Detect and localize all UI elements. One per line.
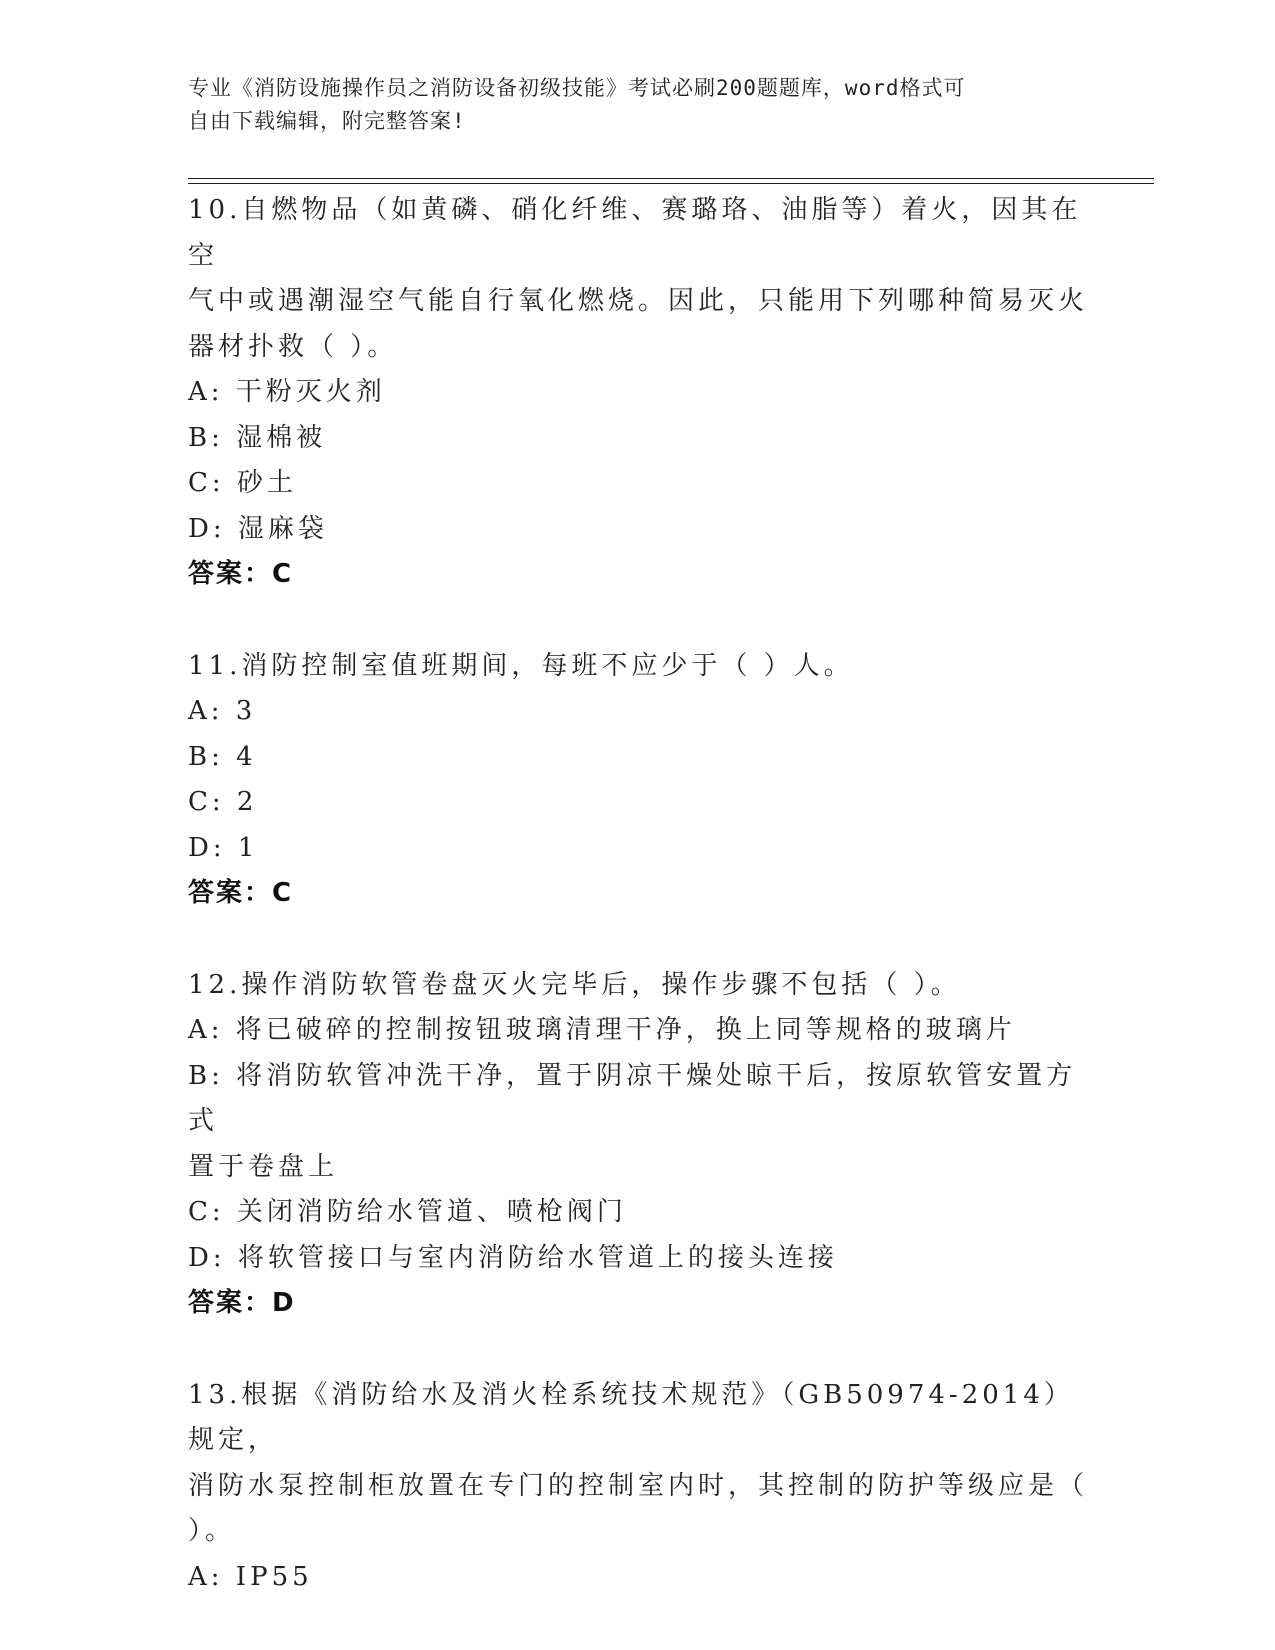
header-divider-bottom bbox=[188, 183, 1154, 184]
question-12 bbox=[188, 963, 1088, 1327]
question-10 bbox=[188, 188, 1088, 598]
option-b: B: 将消防软管冲洗干净，置于阴凉干燥处晾干后，按原软管安置方式 bbox=[188, 1060, 1077, 1136]
option-c: C: 2 bbox=[188, 787, 258, 817]
option-d: D: 湿麻袋 bbox=[188, 513, 328, 544]
option-b: B: 4 bbox=[188, 741, 257, 772]
question-stem-line: 消防水泵控制柜放置在专门的控制室内时，其控制的防护等级应是（ bbox=[188, 1470, 1089, 1501]
header-divider-top bbox=[188, 178, 1154, 179]
option-c: C: 关闭消防给水管道、喷枪阀门 bbox=[188, 1197, 627, 1227]
option-c: C: 砂土 bbox=[188, 468, 297, 498]
answer: 答案：C bbox=[188, 878, 294, 908]
option-a: A: 将已破碎的控制按钮玻璃清理干净，换上同等规格的玻璃片 bbox=[188, 1015, 1016, 1045]
question-list bbox=[188, 188, 1088, 1600]
answer: 答案：D bbox=[188, 1288, 296, 1318]
document-header bbox=[188, 72, 1068, 138]
question-stem-line: 10.自燃物品（如黄磷、硝化纤维、赛璐珞、油脂等）着火，因其在空 bbox=[188, 195, 1082, 271]
spacer bbox=[188, 917, 1088, 963]
question-stem-line: 气中或遇潮湿空气能自行氧化燃烧。因此，只能用下列哪种简易灭火 bbox=[188, 286, 1089, 316]
question-stem-line: 11.消防控制室值班期间，每班不应少于（ ）人。 bbox=[188, 650, 854, 681]
option-d: D: 1 bbox=[188, 832, 259, 863]
question-11 bbox=[188, 644, 1088, 917]
answer: 答案：C bbox=[188, 559, 294, 589]
question-stem-line: 13.根据《消防给水及消火栓系统技术规范》（GB50974-2014）规定， bbox=[188, 1379, 1074, 1455]
option-b-continued: 置于卷盘上 bbox=[188, 1151, 339, 1182]
header-line-1: 专业《消防设施操作员之消防设备初级技能》考试必刷200题题库，word格式可 bbox=[188, 76, 966, 100]
option-a: A: 3 bbox=[188, 696, 257, 726]
spacer bbox=[188, 598, 1088, 644]
option-a: A: IP55 bbox=[188, 1561, 313, 1592]
option-d: D: 将软管接口与室内消防给水管道上的接头连接 bbox=[188, 1242, 838, 1273]
spacer bbox=[188, 1327, 1088, 1373]
option-b: B: 湿棉被 bbox=[188, 422, 327, 453]
question-stem-line: 12.操作消防软管卷盘灭火完毕后，操作步骤不包括（ ）。 bbox=[188, 969, 961, 1000]
header-line-2: 自由下载编辑，附完整答案! bbox=[188, 109, 466, 133]
question-13 bbox=[188, 1373, 1088, 1601]
option-a: A: 干粉灭火剂 bbox=[188, 377, 386, 407]
question-stem-line: 器材扑救（ ）。 bbox=[188, 331, 398, 362]
question-stem-line: ）。 bbox=[188, 1516, 236, 1546]
